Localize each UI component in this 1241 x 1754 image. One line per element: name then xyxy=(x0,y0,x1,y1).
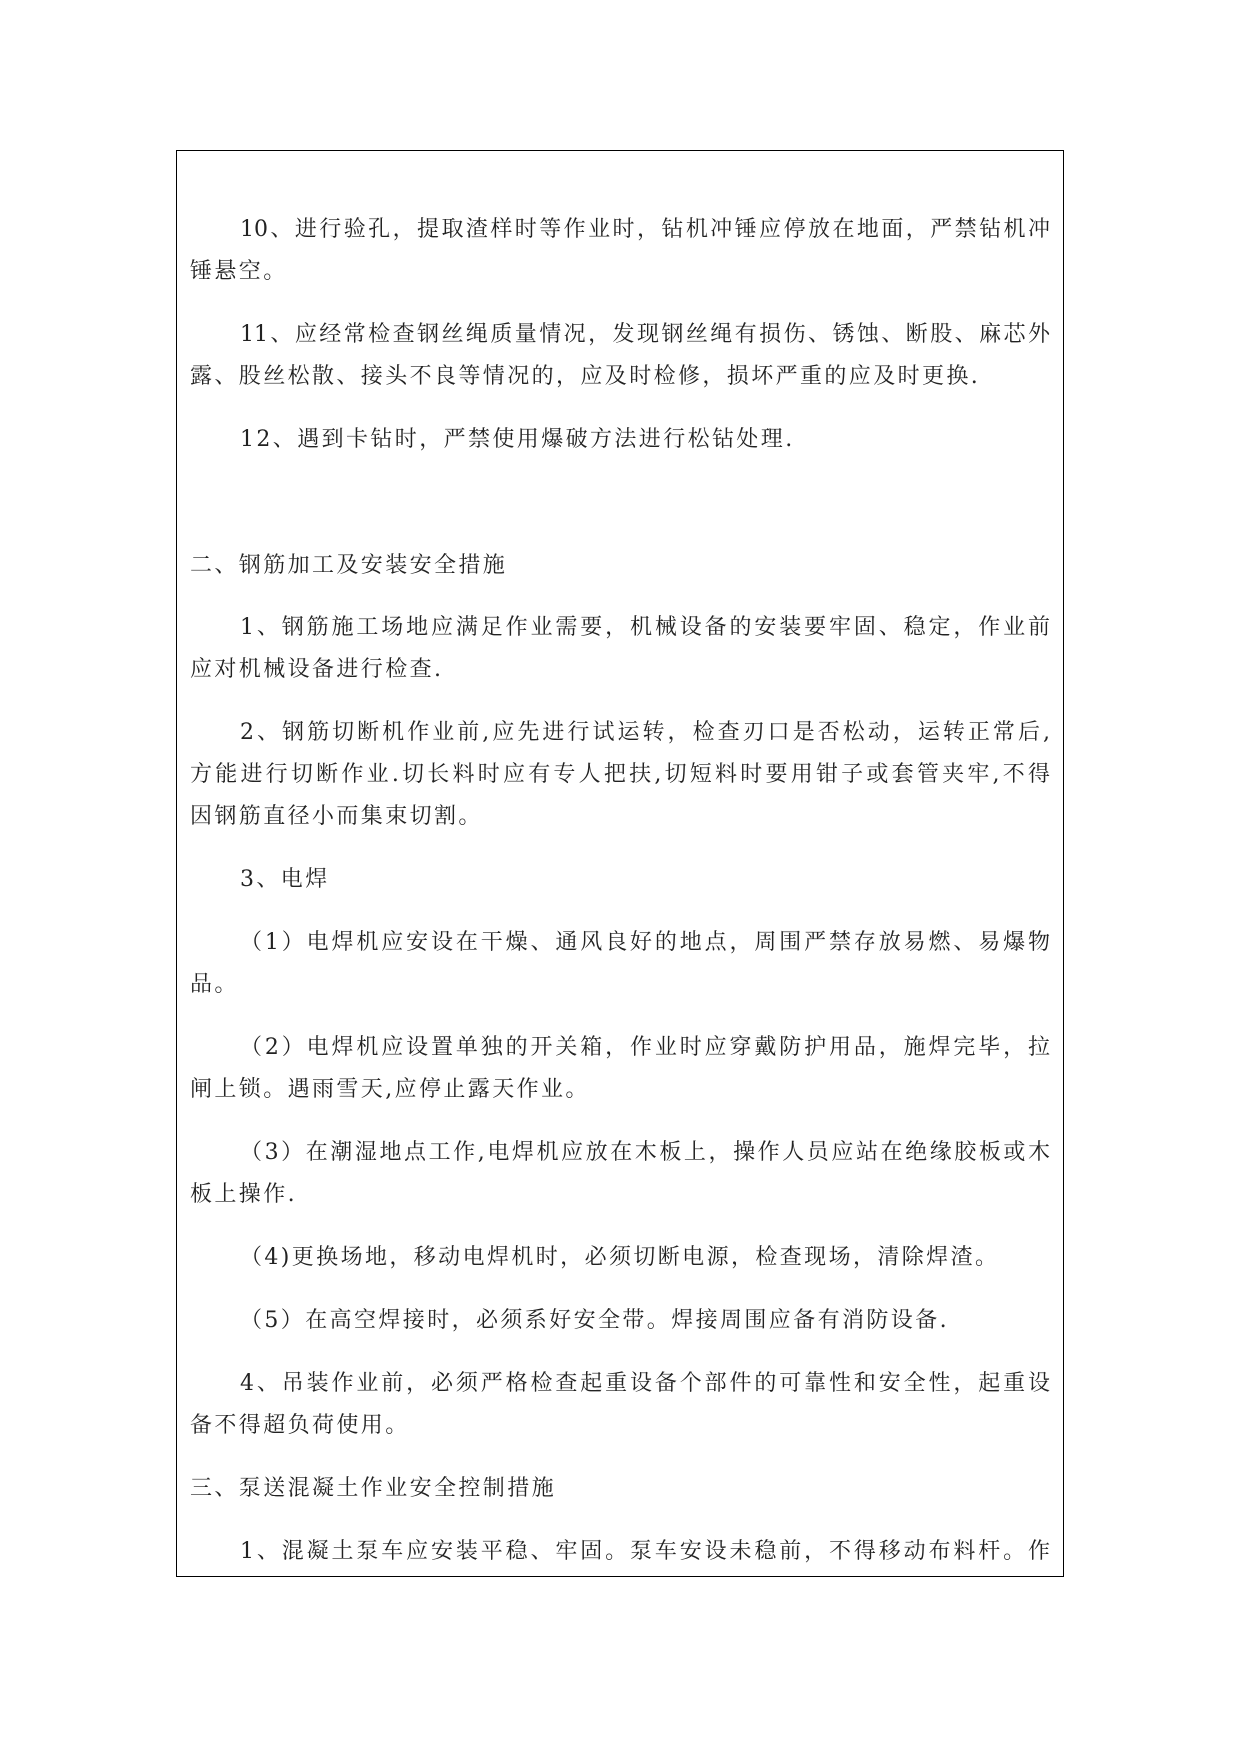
text-line-21: 4、吊装作业前，必须严格检查起重设备个部件的可靠性和安全性，起重设 xyxy=(240,1371,1050,1396)
text-line-19: （4)更换场地，移动电焊机时，必须切断电源，检查现场，清除焊渣。 xyxy=(240,1245,1000,1270)
text-line-8: 应对机械设备进行检查. xyxy=(190,657,444,682)
text-line-2: 锤悬空。 xyxy=(190,259,288,284)
text-line-17: （3）在潮湿地点工作,电焊机应放在木板上，操作人员应站在绝缘胶板或木 xyxy=(240,1140,1050,1165)
text-line-7: 1、钢筋施工场地应满足作业需要，机械设备的安装要牢固、稳定，作业前 xyxy=(240,615,1050,640)
text-line-15: （2）电焊机应设置单独的开关箱，作业时应穿戴防护用品，施焊完毕，拉 xyxy=(240,1035,1050,1060)
text-line-18: 板上操作. xyxy=(190,1182,297,1207)
text-line-13: （1）电焊机应安设在干燥、通风良好的地点，周围严禁存放易燃、易爆物 xyxy=(240,930,1050,955)
text-line-9: 2、钢筋切断机作业前,应先进行试运转，检查刃口是否松动，运转正常后, xyxy=(240,720,1050,745)
text-line-16: 闸上锁。遇雨雪天,应停止露天作业。 xyxy=(190,1077,590,1102)
text-line-10: 方能进行切断作业.切长料时应有专人把扶,切短料时要用钳子或套管夹牢,不得 xyxy=(190,762,1050,787)
text-line-4: 露、股丝松散、接头不良等情况的，应及时检修，损坏严重的应及时更换. xyxy=(190,364,981,389)
text-line-14: 品。 xyxy=(190,972,239,997)
section-heading-2: 二、钢筋加工及安装安全措施 xyxy=(190,553,508,578)
text-line-12: 3、电焊 xyxy=(240,867,330,892)
text-line-11: 因钢筋直径小而集束切割。 xyxy=(190,804,483,829)
text-line-22: 备不得超负荷使用。 xyxy=(190,1413,410,1438)
text-line-20: （5）在高空焊接时，必须系好安全带。焊接周围应备有消防设备. xyxy=(240,1308,949,1333)
text-line-3: 11、应经常检查钢丝绳质量情况，发现钢丝绳有损伤、锈蚀、断股、麻芯外 xyxy=(240,322,1050,347)
text-line-5: 12、遇到卡钻时，严禁使用爆破方法进行松钻处理. xyxy=(240,427,795,452)
text-line-24: 1、混凝土泵车应安装平稳、牢固。泵车安设未稳前，不得移动布料杆。作 xyxy=(240,1539,1050,1564)
section-heading-3: 三、泵送混凝土作业安全控制措施 xyxy=(190,1476,557,1501)
text-line-1: 10、进行验孔，提取渣样时等作业时，钻机冲锤应停放在地面，严禁钻机冲 xyxy=(240,217,1050,242)
